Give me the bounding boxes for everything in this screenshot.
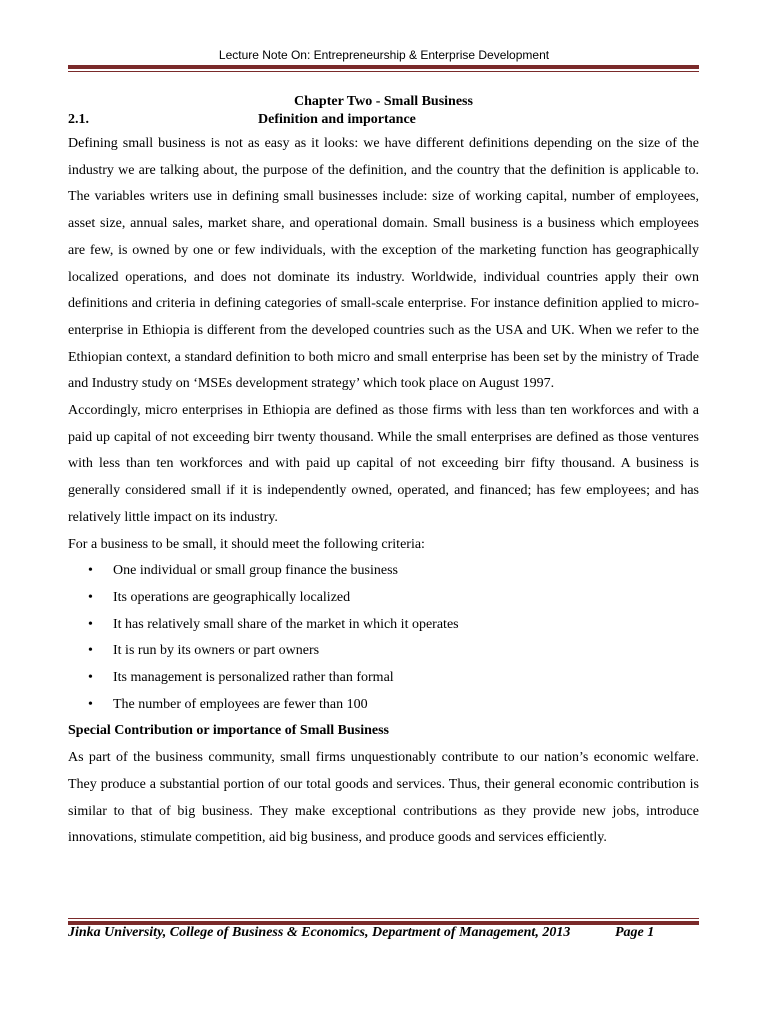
list-item	[68, 612, 699, 639]
paragraph-ethiopia: Accordingly, micro enterprises in Ethiopia are defined as those firms with less than ten workforces and with a paid up capital of not exceeding birr twenty thousand. While the small enterprises are defined as those ventures with less than ten workforces and with paid up capital of not exceeding birr fifty thousand. A business is generally considered small if it is independently owned, operated, and financed; has few employees; and has relatively little impact on its industry.	[68, 403, 699, 525]
list-item	[68, 692, 699, 719]
list-item	[68, 585, 699, 612]
list-item-text: Its operations are geographically localized	[113, 589, 351, 605]
list-item-text: Its management is personalized rather than formal	[113, 670, 394, 686]
footer-rule-thin	[68, 918, 699, 919]
list-item	[68, 558, 699, 585]
list-item-text: One individual or small group finance the business	[113, 563, 398, 579]
subheading: Special Contribution or importance of Small Business	[68, 723, 389, 739]
list-item-text: It has relatively small share of the market in which it operates	[113, 616, 459, 632]
header-rule	[68, 65, 699, 72]
footer-rule	[68, 918, 699, 925]
bullet-icon: •	[88, 643, 93, 659]
section-heading	[68, 111, 699, 129]
section-number: 2.1.	[68, 112, 89, 127]
footer-text: Jinka University, College of Business & Economics, Department of Management, 2013	[68, 925, 571, 940]
page-number: Page 1	[615, 925, 655, 940]
paragraph-criteria-intro: For a business to be small, it should meet the following criteria:	[68, 536, 425, 552]
list-item	[68, 638, 699, 665]
paragraph-contribution: As part of the business community, small firms unquestionably contribute to our nation’s economic welfare. They produce a substantial portion of our total goods and services. Thus, their general economic contribution is similar to that of big business. They make exceptional contributions as they provide new jobs, introduce innovations, stimulate competition, aid big business, and produce goods and services efficiently.	[68, 750, 699, 846]
criteria-list	[68, 558, 699, 718]
bullet-icon: •	[88, 563, 93, 579]
bullet-icon: •	[88, 696, 93, 712]
list-item-text: It is run by its owners or part owners	[113, 643, 320, 659]
header-rule-thick	[68, 65, 699, 69]
header-rule-thin	[68, 71, 699, 72]
list-item-text: The number of employees are fewer than 100	[113, 696, 368, 712]
section-title: Definition and importance	[258, 112, 416, 127]
chapter-title: Chapter Two - Small Business	[294, 94, 473, 109]
paragraph-definition: Defining small business is not as easy as it looks: we have different definitions depending on the size of the industry we are talking about, the purpose of the definition, and the country that the definition is applicable to. The variables writers use in defining small businesses include: size of working capital, number of employees, asset size, annual sales, market share, and operational domain. Small business is a business which employees are few, is owned by one or few individuals, with the exception of the marketing function has geographically localized operations, and does not dominate its industry. Worldwide, individual countries apply their own definitions and criteria in defining categories of small-scale enterprise. For instance definition applied to micro-enterprise in Ethiopia is different from the developed countries such as the USA and UK. When we refer to the Ethiopian context, a standard definition to both micro and small enterprise has been set by the ministry of Trade and Industry study on ‘MSEs development strategy’ which took place on August 1997.	[68, 136, 699, 392]
list-item	[68, 665, 699, 692]
bullet-icon: •	[88, 670, 93, 686]
running-header: Lecture Note On: Entrepreneurship & Enterprise Development	[218, 48, 550, 62]
page-footer	[68, 925, 699, 941]
page-body	[68, 93, 699, 852]
bullet-icon: •	[88, 616, 93, 632]
bullet-icon: •	[88, 589, 93, 605]
